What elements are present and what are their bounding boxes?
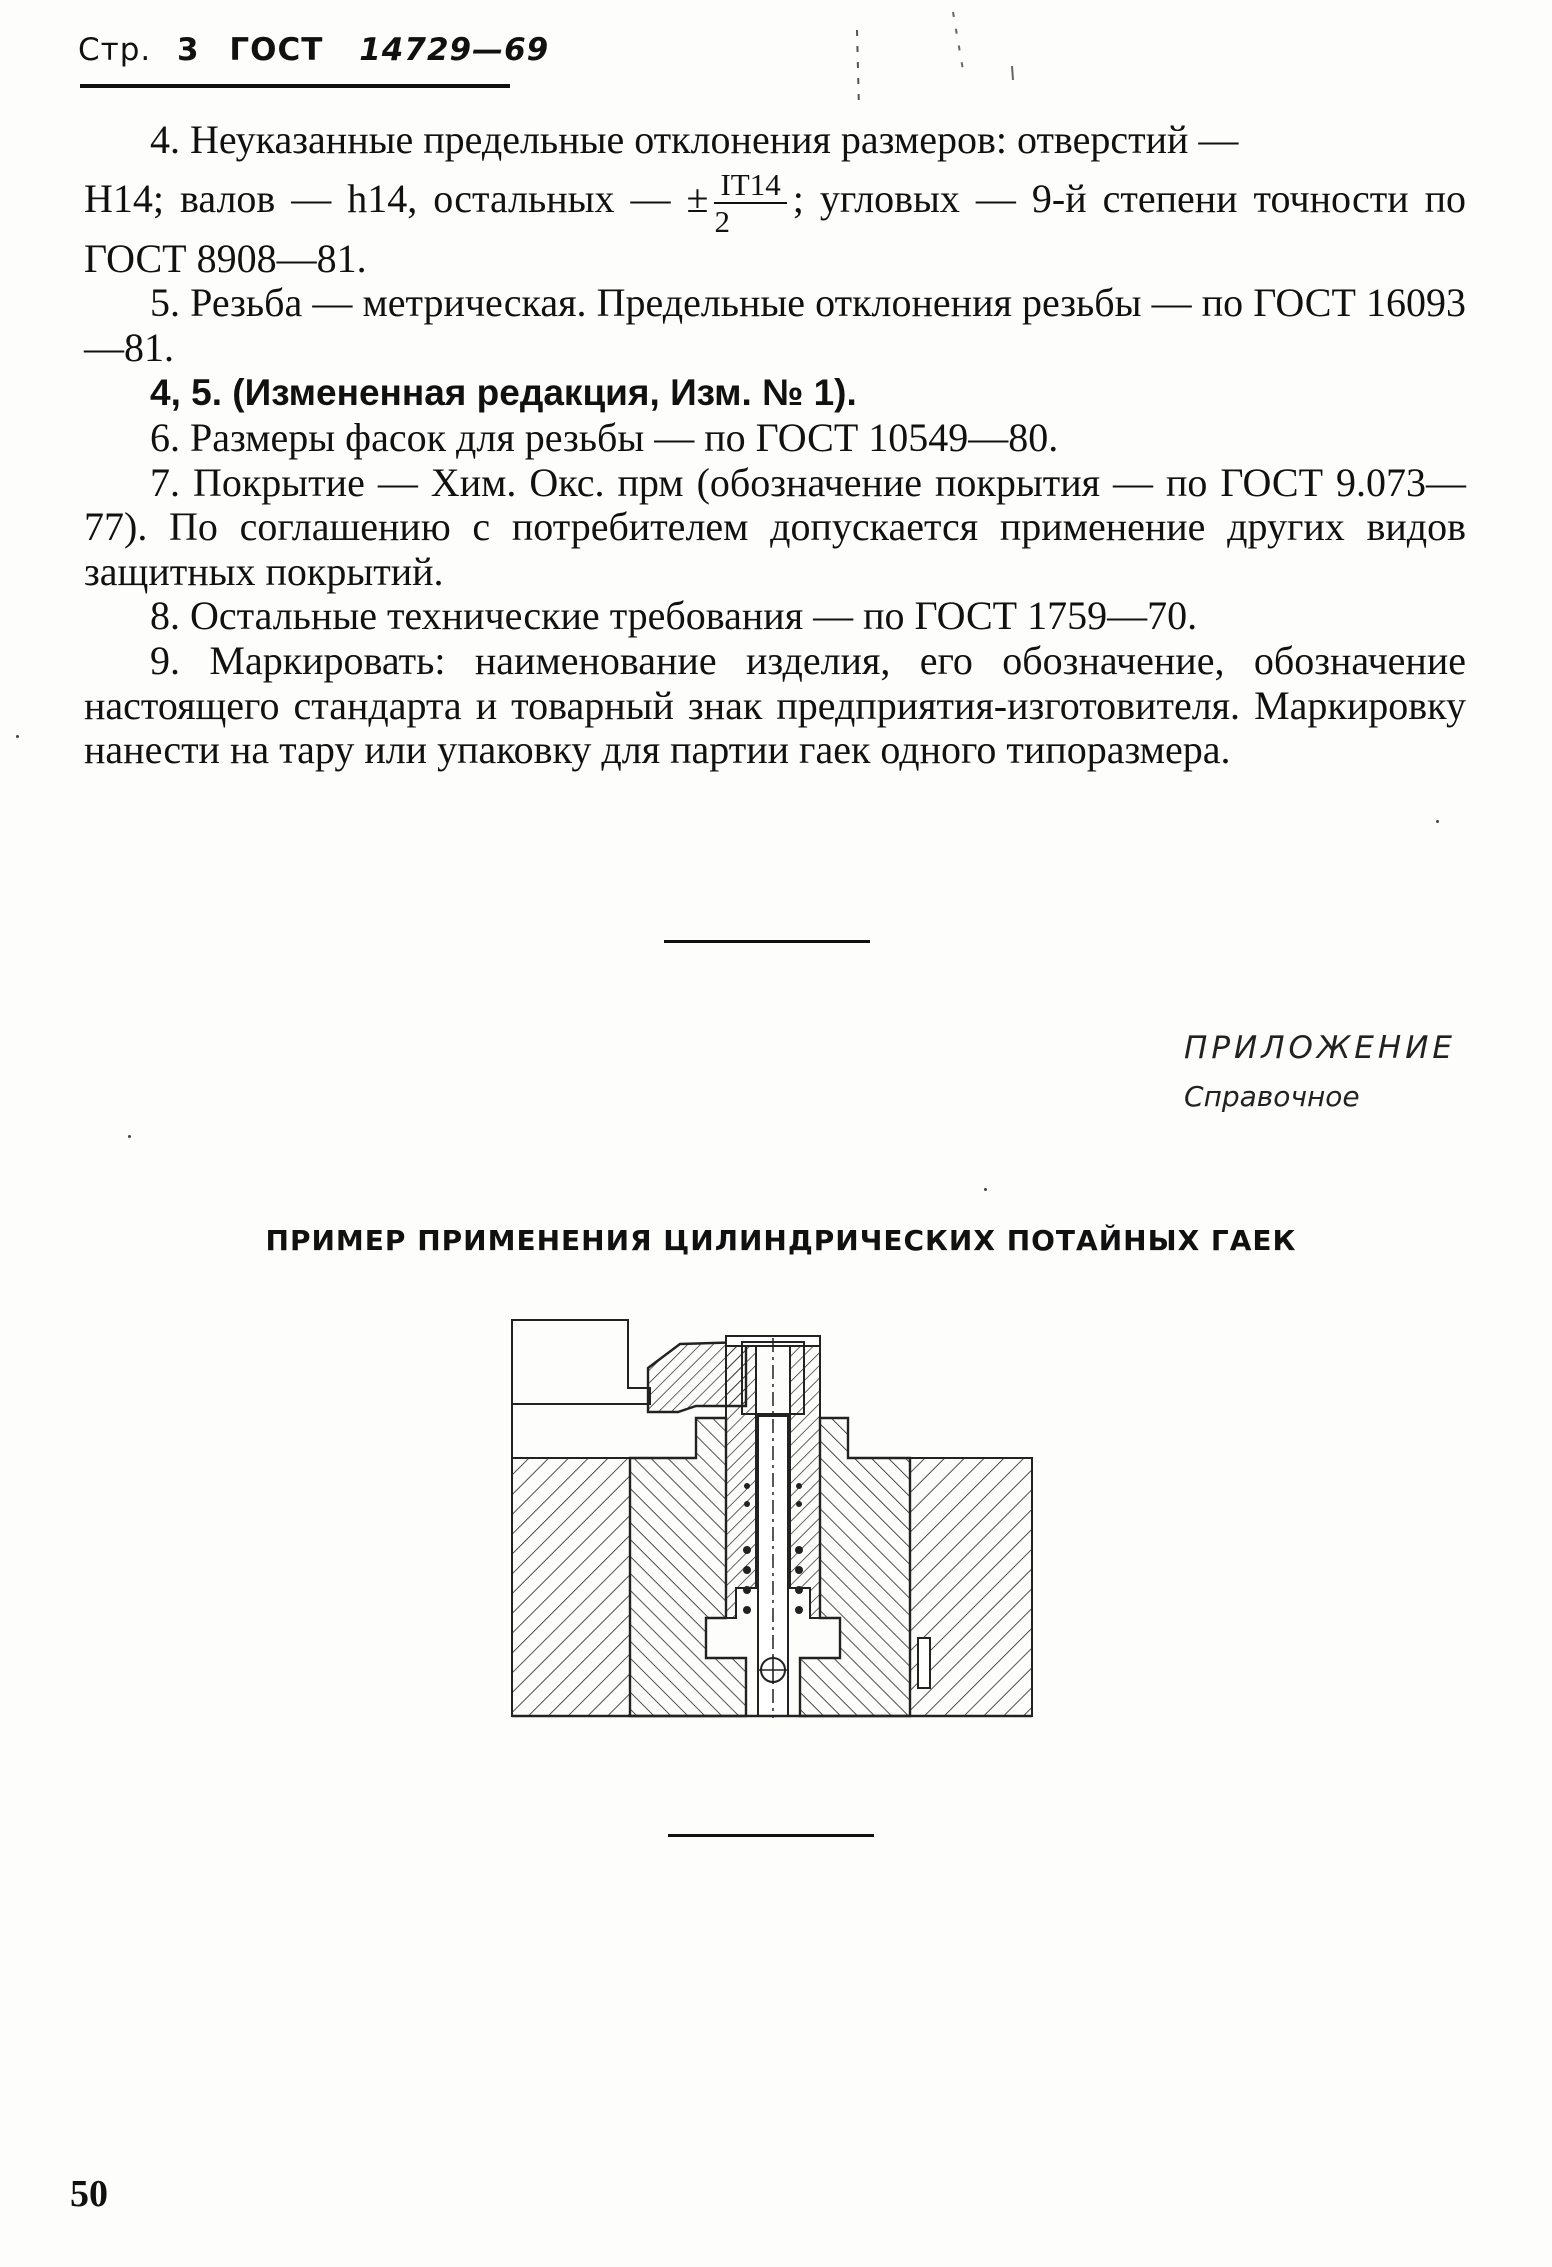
base-plate-left [512,1458,630,1716]
scan-marks [0,0,1552,120]
figure-divider [668,1834,874,1837]
thread-dot [743,1586,751,1594]
thread-dot [743,1546,751,1554]
tolerance-fraction [714,166,786,239]
speck [128,1135,131,1138]
appendix-subtitle: Справочное [1184,1080,1360,1113]
item-4-tolerances: H14; валов — h14, остальных — ± [84,175,709,221]
thread-dot [795,1546,803,1554]
header-page-number: 3 [177,32,200,68]
item-9: 9. Маркировать: наименование изделия, его обозначение, обозначение настоящего стандарта и товарный знак предприятия-изготовителя. Маркировку нанести на тару или упаковку для партии гаек одного типоразмера. [84,637,1466,773]
thread-dot [744,1483,750,1489]
speck [1436,820,1439,823]
side-key [918,1638,930,1688]
item-8: 8. Остальные технические требования — по ГОСТ 1759—70. [150,593,1198,639]
amendment-note [84,370,1466,416]
fraction-numerator: IT14 [714,169,786,204]
requirements-text [84,118,1466,773]
speck [16,735,19,738]
clamp-plate-outline [512,1320,650,1404]
page-number: 50 [70,2173,108,2215]
thread-dot [744,1501,750,1507]
thread-dot [796,1501,802,1507]
scan-mark [857,30,859,110]
thread-dot [743,1606,751,1614]
nut-assembly-drawing [510,1318,1040,1730]
item-7: 7. Покрытие — Хим. Окс. прм (обозначение покрытия — по ГОСТ 9.073—77). По соглашению с потребителем допускается применение других видов защитных покрытий. [84,459,1466,594]
item-4-angular: ; угловых — 9-й степени точности по ГОСТ 8908—81. [84,175,1466,281]
header-page-label: Стр. [78,32,152,68]
section-divider [664,940,870,943]
amendment-text: 4, 5. (Измененная редакция, Изм. № 1). [150,372,857,414]
thread-dot [743,1566,751,1574]
item-6: 6. Размеры фасок для резьбы — по ГОСТ 10549—80. [150,414,1059,460]
speck [984,1188,987,1191]
scan-mark [1012,66,1013,80]
thread-dot [795,1606,803,1614]
appendix-heading [1184,1030,1456,1113]
thread-dot [795,1566,803,1574]
header-standard-number: 14729—69 [359,32,550,68]
scan-mark [953,12,963,70]
header-standard: ГОСТ [229,32,324,68]
item-4-line1: 4. Неуказанные предельные отклонения размеров: отверстий — [150,117,1239,162]
item-4-line2 [84,166,1466,282]
thread-dot [795,1586,803,1594]
item-5: 5. Резьба — метрическая. Предельные отклонения резьбы — по ГОСТ 16093—81. [84,280,1466,370]
fraction-denominator: 2 [714,203,730,239]
appendix-title: ПРИЛОЖЕНИЕ [1184,1030,1456,1066]
figure-title: ПРИМЕР ПРИМЕНЕНИЯ ЦИЛИНДРИЧЕСКИХ ПОТАЙНЫХ ГАЕК [265,1224,1297,1257]
thread-dot [796,1483,802,1489]
